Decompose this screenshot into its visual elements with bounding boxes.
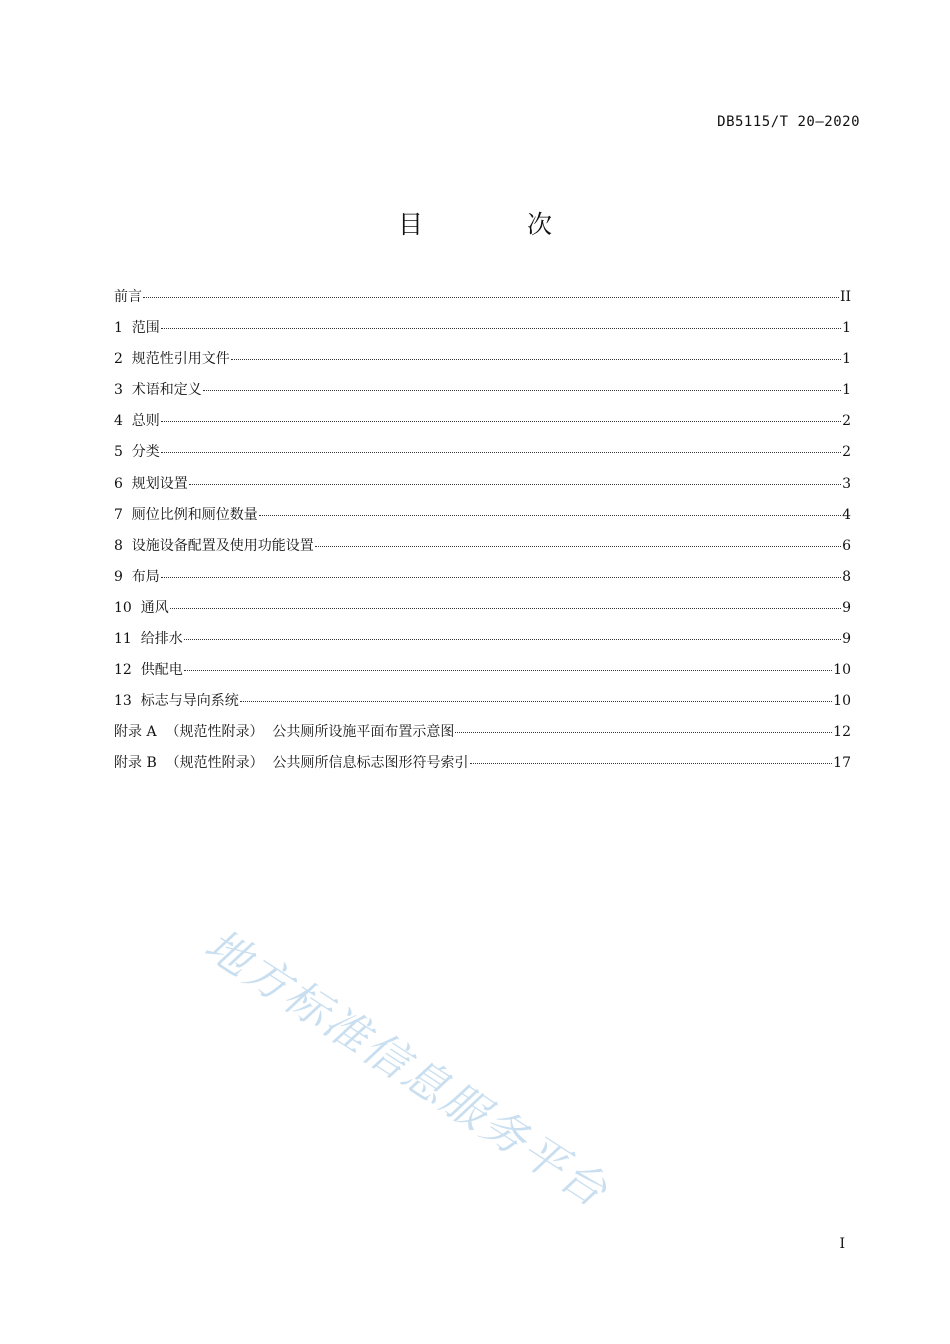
- toc-list: [114, 286, 851, 784]
- toc-entry-page: 6: [842, 537, 851, 554]
- toc-entry[interactable]: [114, 286, 851, 317]
- toc-entry-page: 10: [833, 662, 851, 679]
- toc-entry[interactable]: [114, 659, 851, 690]
- toc-entry-label: 前言: [114, 289, 142, 305]
- toc-entry-page: 1: [842, 351, 851, 368]
- toc-entry[interactable]: [114, 473, 851, 504]
- toc-entry-label: 4 总则: [114, 413, 160, 430]
- toc-dot-leader: [189, 484, 841, 485]
- toc-entry[interactable]: [114, 628, 851, 659]
- toc-entry-page: 9: [842, 599, 851, 616]
- toc-entry[interactable]: [114, 721, 851, 752]
- toc-dot-leader: [315, 546, 841, 547]
- toc-entry-label: 8 设施设备配置及使用功能设置: [114, 537, 314, 554]
- toc-entry-label: 2 规范性引用文件: [114, 351, 230, 368]
- toc-dot-leader: [184, 639, 841, 640]
- toc-dot-leader: [240, 701, 832, 702]
- toc-dot-leader: [161, 452, 841, 453]
- toc-dot-leader: [231, 359, 841, 360]
- toc-entry-label: 13 标志与导向系统: [114, 693, 239, 710]
- toc-title: 目 次: [398, 210, 600, 239]
- toc-entry[interactable]: [114, 410, 851, 441]
- toc-dot-leader: [259, 515, 841, 516]
- toc-entry-page: 17: [833, 755, 851, 772]
- toc-entry-label: 附录 B （规范性附录） 公共厕所信息标志图形符号索引: [114, 755, 469, 772]
- toc-entry-page: 12: [833, 724, 851, 741]
- toc-entry-label: 附录 A （规范性附录） 公共厕所设施平面布置示意图: [114, 724, 455, 741]
- toc-entry-page: 9: [842, 631, 851, 648]
- toc-dot-leader: [161, 577, 841, 578]
- toc-entry-page: 2: [842, 413, 851, 430]
- toc-entry-label: 6 规划设置: [114, 475, 188, 492]
- toc-entry[interactable]: [114, 566, 851, 597]
- toc-dot-leader: [161, 421, 841, 422]
- toc-entry[interactable]: [114, 690, 851, 721]
- toc-entry[interactable]: [114, 379, 851, 410]
- document-code: DB5115/T 20—2020: [717, 114, 860, 130]
- toc-entry-page: 8: [842, 568, 851, 585]
- page-number: I: [839, 1236, 845, 1252]
- toc-entry[interactable]: [114, 317, 851, 348]
- toc-entry[interactable]: [114, 535, 851, 566]
- toc-entry-label: 7 厕位比例和厕位数量: [114, 506, 258, 523]
- toc-entry-label: 11 给排水: [114, 631, 183, 648]
- toc-entry-page: II: [839, 289, 851, 305]
- toc-entry-page: 4: [842, 506, 851, 523]
- toc-entry-label: 10 通风: [114, 599, 169, 616]
- toc-entry-label: 5 分类: [114, 444, 160, 461]
- toc-dot-leader: [203, 390, 841, 391]
- toc-entry[interactable]: [114, 504, 851, 535]
- toc-entry-page: 3: [842, 475, 851, 492]
- toc-entry-page: 1: [842, 320, 851, 337]
- toc-entry[interactable]: [114, 441, 851, 472]
- toc-dot-leader: [184, 670, 832, 671]
- toc-entry-page: 2: [842, 444, 851, 461]
- toc-entry-label: 12 供配电: [114, 662, 183, 679]
- toc-dot-leader: [161, 328, 841, 329]
- toc-dot-leader: [455, 732, 832, 733]
- toc-dot-leader: [170, 608, 841, 609]
- toc-entry[interactable]: [114, 752, 851, 783]
- toc-entry-label: 9 布局: [114, 568, 160, 585]
- toc-dot-leader: [470, 763, 833, 764]
- toc-entry[interactable]: [114, 597, 851, 628]
- watermark: 地方标准信息服务平台: [195, 919, 618, 1219]
- toc-entry[interactable]: [114, 348, 851, 379]
- toc-entry-page: 1: [842, 382, 851, 399]
- toc-dot-leader: [143, 297, 839, 298]
- toc-entry-label: 1 范围: [114, 320, 160, 337]
- toc-entry-page: 10: [833, 693, 851, 710]
- toc-entry-label: 3 术语和定义: [114, 382, 202, 399]
